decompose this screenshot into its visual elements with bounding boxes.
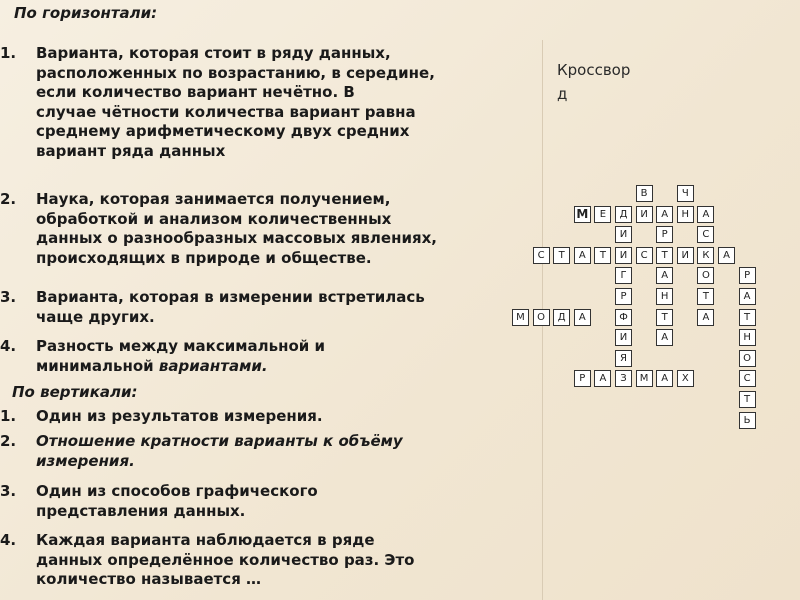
crossword-cell: К bbox=[697, 247, 714, 264]
horizontal-clue-text bbox=[36, 337, 496, 376]
horizontal-clue-number: 4. bbox=[0, 337, 17, 355]
horizontal-clue-line: Варианта, которая в измерении встретилась bbox=[36, 288, 425, 306]
vertical-clue-number: 1. bbox=[0, 407, 17, 425]
vertical-clue-number: 4. bbox=[0, 531, 17, 549]
vertical-clue-line: Каждая варианта наблюдается в ряде bbox=[36, 531, 375, 549]
crossword-cell: Т bbox=[553, 247, 570, 264]
crossword-cell: А bbox=[739, 288, 756, 305]
crossword-cell: С bbox=[636, 247, 653, 264]
vertical-clue-line: данных определённое количество раз. Это bbox=[36, 550, 415, 569]
crossword-cell: А bbox=[718, 247, 735, 264]
horizontal-clue-line: чаще других. bbox=[36, 307, 155, 326]
vertical-clue-number: 2. bbox=[0, 432, 17, 450]
vertical-clue-text bbox=[36, 407, 496, 427]
horizontal-clue-line: обработкой и анализом количественных bbox=[36, 209, 392, 228]
crossword-cell: Н bbox=[739, 329, 756, 346]
horizontal-clue-line: происходящих в природе и обществе. bbox=[36, 248, 372, 267]
crossword-cell: А bbox=[656, 267, 673, 284]
crossword-cell: Д bbox=[553, 309, 570, 326]
crossword-cell: Ч bbox=[677, 185, 694, 202]
horizontal-clue-line: Разность между максимальной и bbox=[36, 337, 325, 355]
crossword-cell: И bbox=[615, 226, 632, 243]
crossword-cell: Р bbox=[574, 370, 591, 387]
crossword-cell: И bbox=[636, 206, 653, 223]
vertical-clue-line: измерения. bbox=[36, 451, 135, 470]
vertical-clue-text bbox=[36, 531, 496, 590]
horizontal-clue-text bbox=[36, 190, 496, 268]
crossword-cell: А bbox=[656, 206, 673, 223]
crossword-cell: Е bbox=[594, 206, 611, 223]
crossword-cell: М bbox=[574, 206, 591, 223]
crossword-cell: Я bbox=[615, 350, 632, 367]
crossword-cell: А bbox=[574, 247, 591, 264]
crossword-cell: А bbox=[656, 329, 673, 346]
crossword-cell: Р bbox=[615, 288, 632, 305]
crossword-cell: Т bbox=[594, 247, 611, 264]
horizontal-clue-line: Наука, которая занимается получением, bbox=[36, 190, 391, 208]
horizontal-clue-text bbox=[36, 288, 496, 327]
crossword-cell: Т bbox=[697, 288, 714, 305]
crossword-title-line2: д bbox=[557, 85, 568, 103]
horizontal-clue-number: 3. bbox=[0, 288, 17, 306]
vertical-clue-line: Один из результатов измерения. bbox=[36, 407, 323, 425]
crossword-cell: И bbox=[615, 247, 632, 264]
crossword-cell: З bbox=[615, 370, 632, 387]
crossword-cell: Т bbox=[739, 309, 756, 326]
crossword-cell: Т bbox=[656, 247, 673, 264]
crossword-cell: Ф bbox=[615, 309, 632, 326]
crossword-cell: Н bbox=[677, 206, 694, 223]
crossword-cell: С bbox=[739, 370, 756, 387]
crossword-cell: С bbox=[533, 247, 550, 264]
horizontal-clue-line: данных о разнообразных массовых явлениях, bbox=[36, 229, 437, 247]
vertical-clue-text bbox=[36, 432, 496, 471]
vertical-clue-line: Отношение кратности варианты к объёму bbox=[36, 432, 403, 450]
horizontal-clue-line: если количество вариант нечётно. В bbox=[36, 83, 355, 101]
horizontal-heading: По горизонтали: bbox=[14, 4, 158, 22]
vertical-clue-number: 3. bbox=[0, 482, 17, 500]
vertical-clue-line: количество называется … bbox=[36, 570, 262, 588]
horizontal-clue-line: Варианта, которая стоит в ряду данных, bbox=[36, 44, 391, 62]
horizontal-clue-line: вариант ряда данных bbox=[36, 141, 226, 160]
crossword-cell: С bbox=[697, 226, 714, 243]
crossword-cell: Т bbox=[656, 309, 673, 326]
crossword-cell: А bbox=[656, 370, 673, 387]
vertical-clue-text bbox=[36, 482, 496, 521]
crossword-cell: А bbox=[594, 370, 611, 387]
vertical-clue-line: представления данных. bbox=[36, 501, 246, 520]
horizontal-clue-number: 1. bbox=[0, 44, 17, 62]
crossword-cell: И bbox=[615, 329, 632, 346]
crossword-title-line1: Кроссвор bbox=[557, 61, 631, 79]
horizontal-clue-number: 2. bbox=[0, 190, 17, 208]
crossword-title bbox=[557, 58, 667, 106]
crossword-cell: О bbox=[697, 267, 714, 284]
crossword-cell: А bbox=[697, 309, 714, 326]
crossword-cell: Т bbox=[739, 391, 756, 408]
horizontal-clue-text bbox=[36, 44, 496, 161]
crossword-cell: А bbox=[574, 309, 591, 326]
crossword-cell: О bbox=[533, 309, 550, 326]
vertical-clue-line: Один из способов графического bbox=[36, 482, 318, 500]
horizontal-clue-line: случае чётности количества вариант равна bbox=[36, 102, 416, 121]
crossword-cell: Г bbox=[615, 267, 632, 284]
crossword-cell: Х bbox=[677, 370, 694, 387]
horizontal-clue-line: среднему арифметическому двух средних bbox=[36, 122, 410, 140]
crossword-cell: Ь bbox=[739, 412, 756, 429]
vertical-heading: По вертикали: bbox=[12, 383, 138, 401]
crossword-cell: И bbox=[677, 247, 694, 264]
crossword-cell: Р bbox=[656, 226, 673, 243]
crossword-cell: Д bbox=[615, 206, 632, 223]
crossword-cell: О bbox=[739, 350, 756, 367]
horizontal-clue-line: расположенных по возрастанию, в середине, bbox=[36, 63, 435, 82]
horizontal-clue-line: минимальной вариантами. bbox=[36, 356, 268, 375]
crossword-cell: А bbox=[697, 206, 714, 223]
crossword-cell: Р bbox=[739, 267, 756, 284]
crossword-cell: М bbox=[512, 309, 529, 326]
crossword-cell: М bbox=[636, 370, 653, 387]
crossword-cell: Н bbox=[656, 288, 673, 305]
crossword-cell: В bbox=[636, 185, 653, 202]
